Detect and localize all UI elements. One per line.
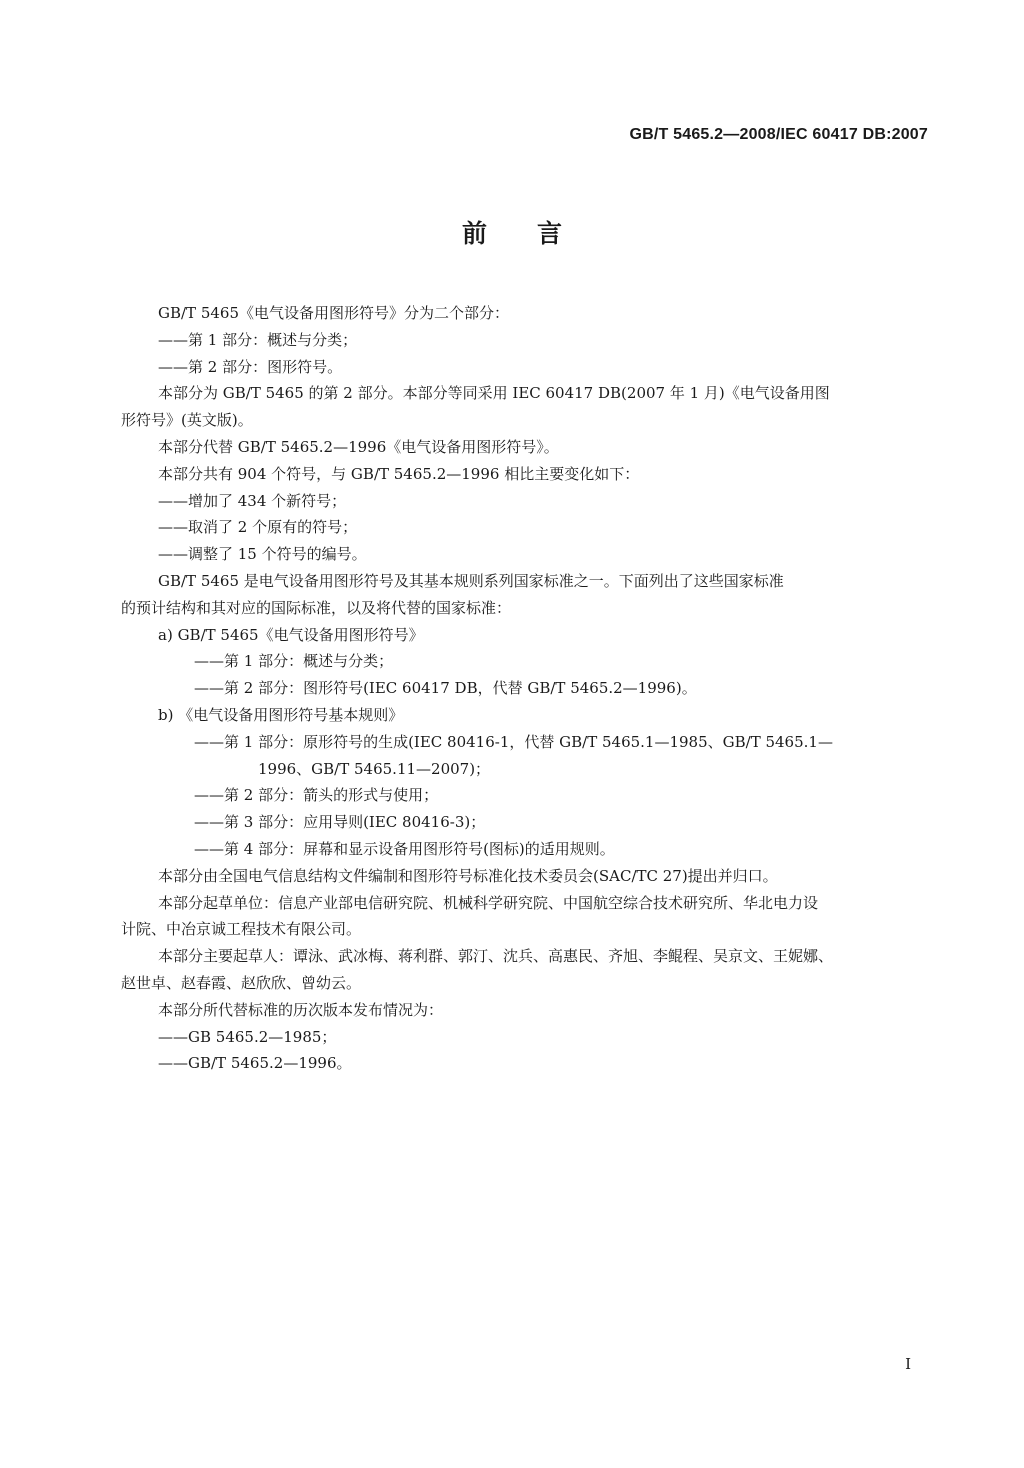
text-line: 赵世卓、赵春霞、赵欣欣、曾幼云。 bbox=[121, 973, 362, 992]
text-line: b) 《电气设备用图形符号基本规则》 bbox=[158, 705, 404, 724]
text-line: 本部分主要起草人：谭泳、武冰梅、蒋利群、郭汀、沈兵、高惠民、齐旭、李鲲程、吴京文、王妮娜、 bbox=[158, 947, 834, 966]
text-line: ——调整了 15 个符号的编号。 bbox=[158, 545, 367, 564]
text-line: ——第 4 部分：屏幕和显示设备用图形符号(图标)的适用规则。 bbox=[194, 839, 615, 858]
text-line: ——第 1 部分：概述与分类； bbox=[194, 652, 394, 671]
text-line: 1996、GB/T 5465.11—2007)； bbox=[258, 759, 491, 778]
text-line: 本部分代替 GB/T 5465.2—1996《电气设备用图形符号》。 bbox=[158, 437, 559, 456]
text-line: ——第 2 部分：图形符号。 bbox=[158, 357, 343, 376]
text-line: ——第 1 部分：原形符号的生成(IEC 80416-1，代替 GB/T 5465.1—1985、GB/T 5465.1— bbox=[194, 732, 833, 751]
text-line: 的预计结构和其对应的国际标准，以及将代替的国家标准： bbox=[121, 598, 512, 617]
page-title: 前言 bbox=[461, 219, 612, 248]
text-line: GB/T 5465 是电气设备用图形符号及其基本规则系列国家标准之一。下面列出了这些国家标准 bbox=[158, 571, 784, 590]
text-line: 形符号》(英文版)。 bbox=[121, 411, 253, 430]
text-line: a) GB/T 5465《电气设备用图形符号》 bbox=[158, 625, 424, 644]
text-line: ——第 1 部分：概述与分类； bbox=[158, 330, 358, 349]
text-line: 本部分共有 904 个符号，与 GB/T 5465.2—1996 相比主要变化如下： bbox=[158, 464, 640, 483]
text-line: GB/T 5465《电气设备用图形符号》分为二个部分： bbox=[158, 304, 510, 322]
foreword-body bbox=[121, 300, 927, 1077]
text-line: ——取消了 2 个原有的符号； bbox=[158, 518, 358, 537]
text-line: 本部分由全国电气信息结构文件编制和图形符号标准化技术委员会(SAC/TC 27)提出并归口。 bbox=[158, 866, 778, 885]
text-line: 本部分所代替标准的历次版本发布情况为： bbox=[158, 1000, 444, 1019]
text-line: ——GB/T 5465.2—1996。 bbox=[158, 1054, 352, 1073]
text-line: ——第 2 部分：箭头的形式与使用； bbox=[194, 786, 439, 805]
page-number: I bbox=[905, 1355, 911, 1373]
text-line: 计院、中冶京诚工程技术有限公司。 bbox=[121, 920, 362, 939]
text-line: 本部分为 GB/T 5465 的第 2 部分。本部分等同采用 IEC 60417 DB(2007 年 1 月)《电气设备用图 bbox=[158, 384, 830, 403]
standard-code-header: GB/T 5465.2—2008/IEC 60417 DB:2007 bbox=[629, 126, 928, 143]
text-line: ——GB 5465.2—1985； bbox=[158, 1027, 337, 1046]
text-line: 本部分起草单位：信息产业部电信研究院、机械科学研究院、中国航空综合技术研究所、华北电力设 bbox=[158, 893, 819, 912]
text-line: ——第 2 部分：图形符号(IEC 60417 DB，代替 GB/T 5465.2—1996)。 bbox=[194, 679, 697, 698]
text-line: ——第 3 部分：应用导则(IEC 80416-3)； bbox=[194, 813, 486, 832]
text-line: ——增加了 434 个新符号； bbox=[158, 491, 347, 510]
